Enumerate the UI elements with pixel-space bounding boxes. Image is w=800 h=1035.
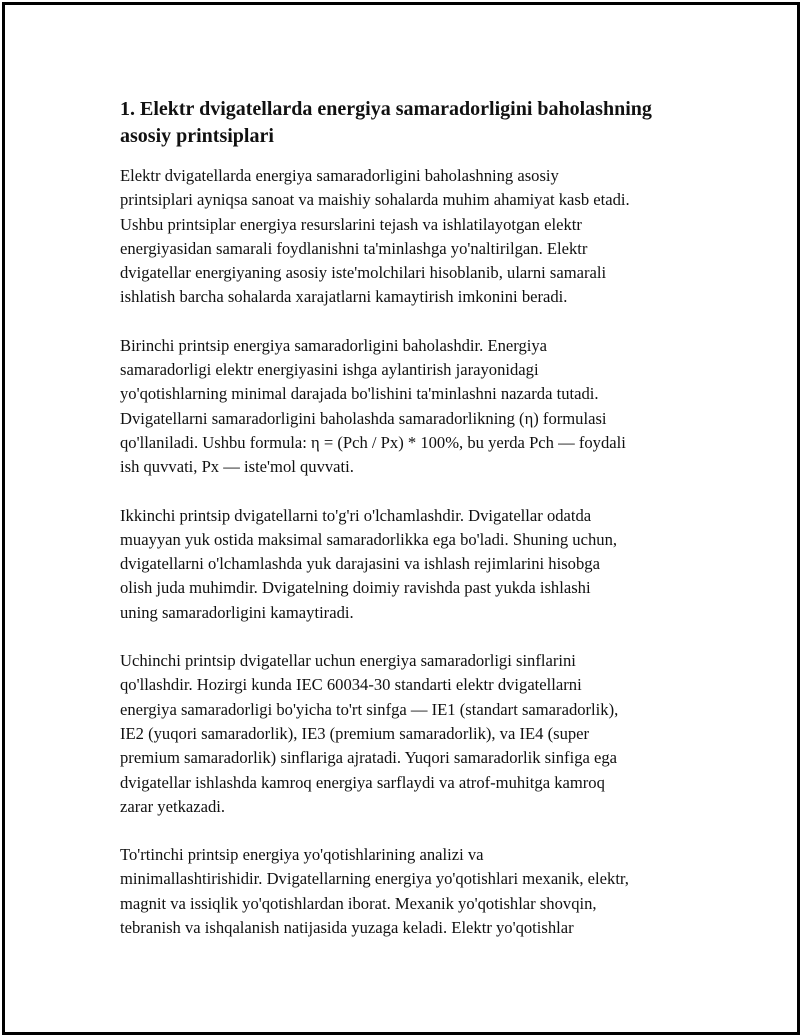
text-line: yo'qotishlarning minimal darajada bo'lishini ta'minlashni nazarda tutadi. <box>120 384 599 404</box>
section-heading <box>120 96 700 150</box>
text-line: samaradorligi elektr energiyasini ishga aylantirish jarayonidagi <box>120 360 539 380</box>
heading-line: 1. Elektr dvigatellarda energiya samaradorligini baholashning <box>120 98 652 120</box>
text-line: Uchinchi printsip dvigatellar uchun energiya samaradorligi sinflarini <box>120 651 576 671</box>
text-line: printsiplari ayniqsa sanoat va maishiy sohalarda muhim ahamiyat kasb etadi. <box>120 190 630 210</box>
text-line: Dvigatellarni samaradorligini baholashda samaradorlikning (η) formulasi <box>120 408 607 428</box>
text-line: ishlatish barcha sohalarda xarajatlarni kamaytirish imkonini beradi. <box>120 287 568 307</box>
page-frame <box>2 2 800 1035</box>
document-body <box>120 96 700 964</box>
paragraph-third-principle <box>120 649 700 819</box>
text-line: minimallashtirishidir. Dvigatellarning energiya yo'qotishlari mexanik, elektr, <box>120 869 629 889</box>
text-line: magnit va issiqlik yo'qotishlardan iborat. Mexanik yo'qotishlar shovqin, <box>120 893 597 913</box>
text-line: qo'llaniladi. Ushbu formula: η = (Pch / Px) * 100%, bu yerda Pch — foydali <box>120 432 626 452</box>
text-line: ish quvvati, Px — iste'mol quvvati. <box>120 457 354 477</box>
text-line: dvigatellar energiyaning asosiy iste'molchilari hisoblanib, ularni samarali <box>120 263 607 283</box>
text-line: dvigatellarni o'lchamlashda yuk darajasini va ishlash rejimlarini hisobga <box>120 554 600 574</box>
heading-line: asosiy printsiplari <box>120 125 274 147</box>
text-line: Ikkinchi printsip dvigatellarni to'g'ri o'lchamlashdir. Dvigatellar odatda <box>120 505 592 525</box>
text-line: qo'llashdir. Hozirgi kunda IEC 60034-30 standarti elektr dvigatellarni <box>120 675 582 695</box>
paragraph-intro <box>120 164 700 310</box>
text-line: IE2 (yuqori samaradorlik), IE3 (premium samaradorlik), va IE4 (super <box>120 723 590 743</box>
text-line: energiya samaradorligi bo'yicha to'rt sinfga — IE1 (standart samaradorlik), <box>120 699 619 719</box>
paragraph-second-principle <box>120 504 700 625</box>
text-line: Ushbu printsiplar energiya resurslarini tejash va ishlatilayotgan elektr <box>120 214 582 234</box>
text-line: dvigatellar ishlashda kamroq energiya sarflaydi va atrof-muhitga kamroq <box>120 772 605 792</box>
text-line: premium samaradorlik) sinflariga ajratadi. Yuqori samaradorlik sinfiga ega <box>120 748 618 768</box>
text-line: Elektr dvigatellarda energiya samaradorligini baholashning asosiy <box>120 166 559 185</box>
text-line: olish juda muhimdir. Dvigatelning doimiy ravishda past yukda ishlashi <box>120 578 591 598</box>
text-line: tebranish va ishqalanish natijasida yuzaga keladi. Elektr yo'qotishlar <box>120 918 574 938</box>
text-line: Birinchi printsip energiya samaradorligini baholashdir. Energiya <box>120 335 548 355</box>
text-line: To'rtinchi printsip energiya yo'qotishlarining analizi va <box>120 845 484 865</box>
paragraph-fourth-principle <box>120 843 700 940</box>
text-line: zarar yetkazadi. <box>120 796 226 816</box>
paragraph-first-principle <box>120 334 700 480</box>
text-line: energiyasidan samarali foydlanishni ta'minlashga yo'naltirilgan. Elektr <box>120 238 588 258</box>
text-line: muayyan yuk ostida maksimal samaradorlikka ega bo'ladi. Shuning uchun, <box>120 529 618 549</box>
text-line: uning samaradorligini kamaytiradi. <box>120 602 354 622</box>
